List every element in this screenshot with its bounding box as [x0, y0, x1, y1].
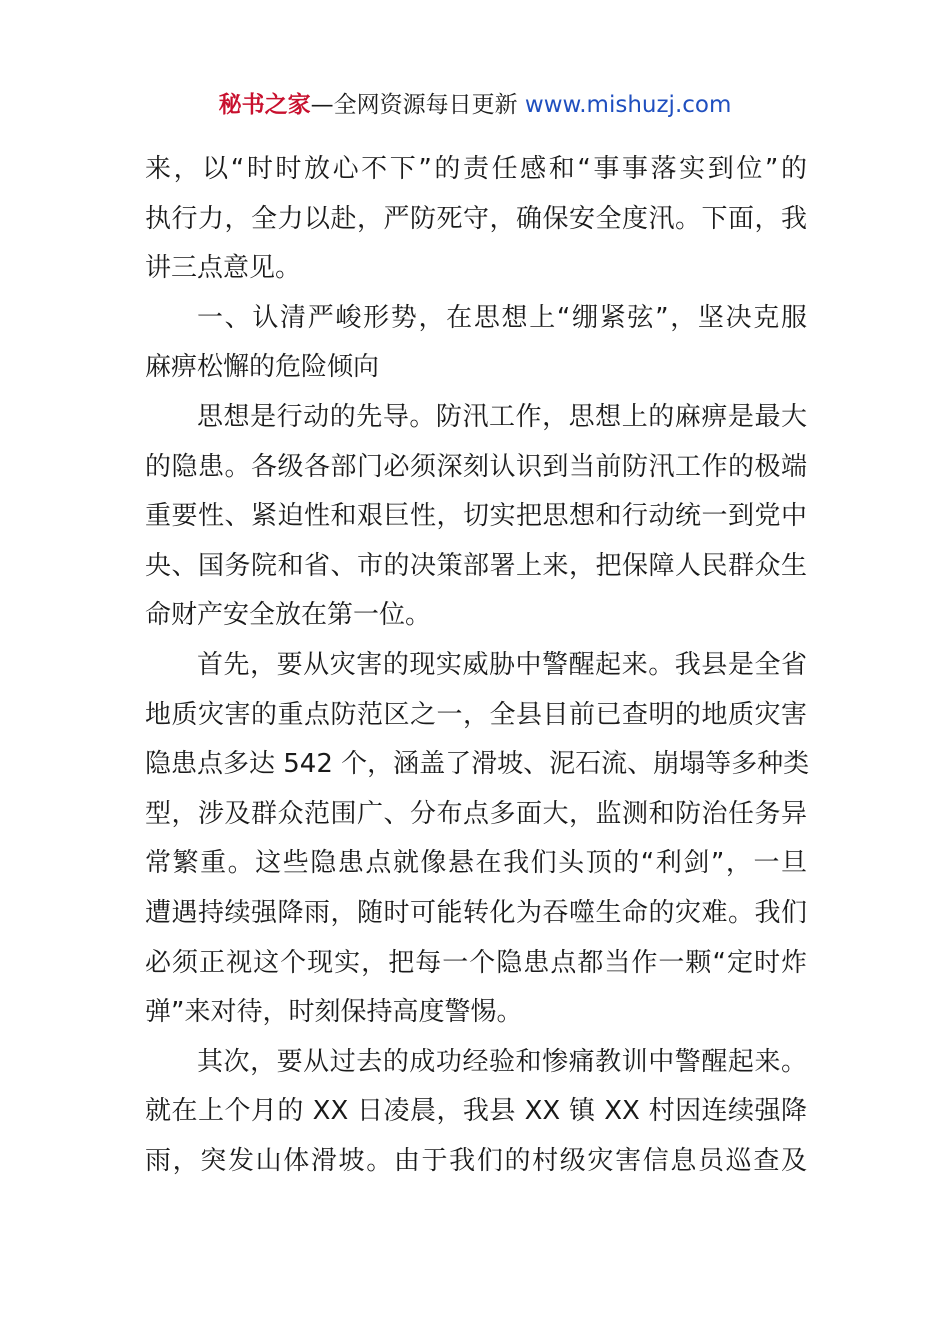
text-line: 就在上个月的 XX 日凌晨，我县 XX 镇 XX 村因连续强降	[145, 1096, 807, 1127]
text-line: 讲三点意见。	[145, 253, 302, 284]
text-line: 重要性、紧迫性和艰巨性，切实把思想和行动统一到党中	[145, 501, 807, 532]
text-line: 命财产安全放在第一位。	[145, 600, 432, 631]
text-line: 地质灾害的重点防范区之一，全县目前已查明的地质灾害	[145, 699, 807, 730]
text-line: 隐患点多达 542 个，涵盖了滑坡、泥石流、崩塌等多种类	[145, 749, 810, 780]
section-heading-line: 一、认清严峻形势，在思想上“绷紧弦”，坚决克服	[197, 302, 807, 333]
text-line: 思想是行动的先导。防汛工作，思想上的麻痹是最大	[197, 401, 807, 432]
document-body	[145, 145, 810, 1186]
text-line: 来，以“时时放心不下”的责任感和“事事落实到位”的	[145, 154, 807, 184]
text-line: 其次，要从过去的成功经验和惨痛教训中警醒起来。	[197, 1046, 807, 1077]
text-line: 执行力，全力以赴，严防死守，确保安全度汛。下面，我	[145, 203, 807, 234]
text-line: 必须正视这个现实，把每一个隐患点都当作一颗“定时炸	[145, 947, 807, 978]
page-header	[0, 88, 950, 122]
section-heading-line: 麻痹松懈的危险倾向	[145, 352, 380, 383]
text-line: 雨，突发山体滑坡。由于我们的村级灾害信息员巡查及	[145, 1145, 807, 1176]
text-line: 的隐患。各级各部门必须深刻认识到当前防汛工作的极端	[145, 451, 807, 482]
site-tagline: —全网资源每日更新	[310, 92, 525, 118]
text-line: 遭遇持续强降雨，随时可能转化为吞噬生命的灾难。我们	[145, 897, 807, 928]
site-brand: 秘书之家	[218, 92, 311, 118]
text-line: 央、国务院和省、市的决策部署上来，把保障人民群众生	[145, 550, 807, 581]
site-url[interactable]: www.mishuzj.com	[524, 92, 732, 118]
text-line: 弹”来对待，时刻保持高度警惕。	[145, 997, 523, 1028]
text-line: 常繁重。这些隐患点就像悬在我们头顶的“利剑”，一旦	[145, 848, 807, 879]
text-line: 型，涉及群众范围广、分布点多面大，监测和防治任务异	[145, 798, 807, 829]
text-line: 首先，要从灾害的现实威胁中警醒起来。我县是全省	[197, 649, 807, 680]
